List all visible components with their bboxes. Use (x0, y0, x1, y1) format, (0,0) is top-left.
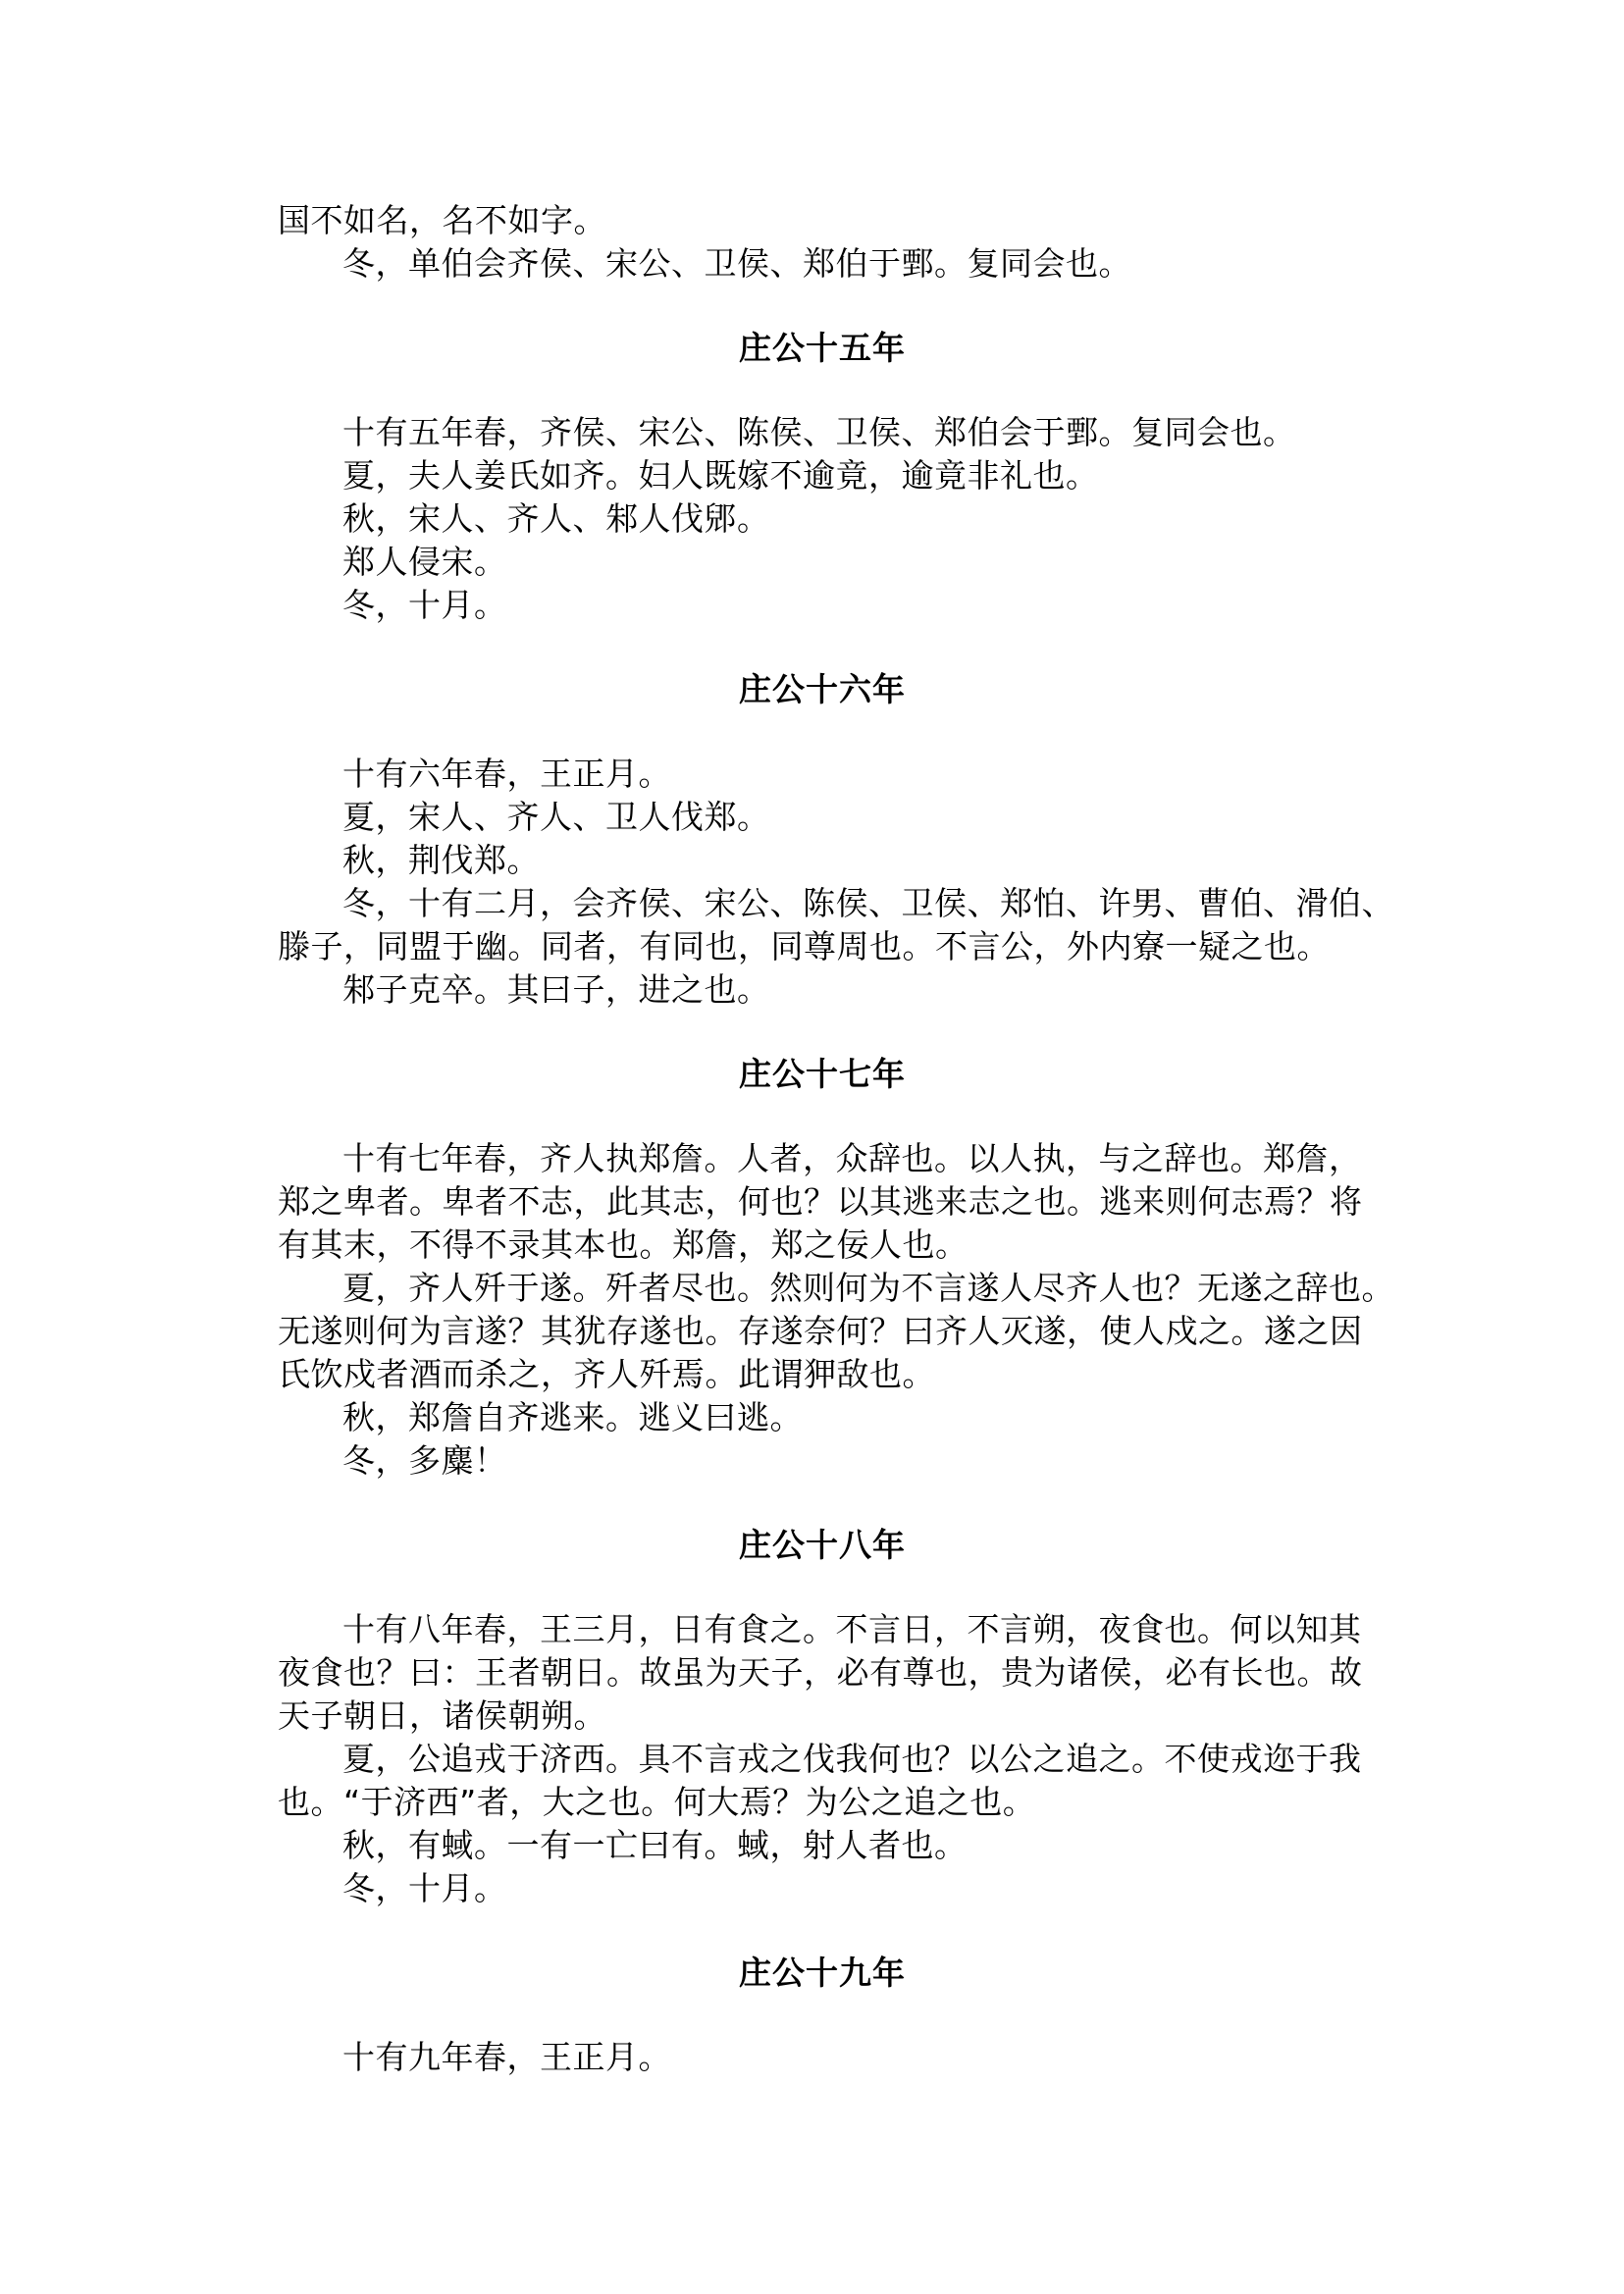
paragraph-line: 夏，齐人歼于遂。歼者尽也。然则何为不言遂人尽齐人也？无遂之辞也。 (342, 1269, 1394, 1307)
paragraph-line: 冬，单伯会齐侯、宋公、卫侯、郑伯于鄄。复同会也。 (342, 244, 1131, 283)
paragraph-line: 冬，十有二月，会齐侯、宋公、陈侯、卫侯、郑怕、许男、曹伯、滑伯、 (342, 884, 1394, 922)
section-heading: 庄公十八年 (739, 1526, 906, 1564)
section-heading: 庄公十五年 (739, 329, 906, 367)
paragraph-line: 十有七年春，齐人执郑詹。人者，众辞也。以人执，与之辞也。郑詹， (342, 1139, 1362, 1177)
section-2 (278, 668, 1394, 1012)
paragraph-line: 秋，荆伐郑。 (342, 841, 540, 879)
paragraph-line: 氏饮戍者酒而杀之，齐人歼焉。此谓狎敌也。 (278, 1355, 935, 1393)
paragraph-line: 有其末，不得不录其本也。郑詹，郑之佞人也。 (278, 1225, 969, 1264)
section-heading: 庄公十六年 (739, 670, 906, 708)
paragraph-line: 秋，郑詹自齐逃来。逃义曰逃。 (342, 1398, 803, 1436)
paragraph-line: 夏，夫人姜氏如齐。妇人既嫁不逾竟，逾竟非礼也。 (342, 456, 1099, 495)
paragraph-line: 天子朝日，诸侯朝朔。 (278, 1696, 606, 1735)
paragraph-line: 国不如名，名不如字。 (278, 201, 606, 239)
paragraph-line: 冬，多麋！ (342, 1441, 507, 1480)
paragraph-line: 无遂则何为言遂？其犹存遂也。存遂奈何？曰齐人灭遂，使人戍之。遂之因 (278, 1312, 1363, 1350)
paragraph-line: 冬，十月。 (342, 1869, 507, 1907)
section-1 (278, 327, 1367, 627)
section-4 (278, 1524, 1367, 1910)
document-page (278, 199, 1394, 2079)
paragraph-line: 秋，有蜮。一有一亡曰有。蜮，射人者也。 (342, 1826, 968, 1864)
paragraph-line: 夜食也？曰：王者朝日。故虽为天子，必有尊也，贵为诸侯，必有长也。故 (278, 1653, 1363, 1692)
paragraph-line: 滕子，同盟于幽。同者，有同也，同尊周也。不言公，外内寮一疑之也。 (278, 927, 1330, 965)
paragraph-line: 十有六年春，王正月。 (342, 755, 671, 793)
section-3 (278, 1053, 1394, 1483)
paragraph-line: 也。“于济西”者，大之也。何大焉？为公之追之也。 (278, 1783, 1036, 1821)
section-heading: 庄公十七年 (739, 1055, 906, 1093)
section-5 (278, 1952, 1367, 2079)
section-heading: 庄公十九年 (739, 1954, 906, 1992)
paragraph-line: 秋，宋人、齐人、邾人伐郳。 (342, 499, 770, 538)
paragraph-line: 夏，宋人、齐人、卫人伐郑。 (342, 798, 770, 836)
paragraph-line: 邾子克卒。其曰子，进之也。 (342, 970, 770, 1009)
paragraph-line: 夏，公追戎于济西。具不言戎之伐我何也？以公之追之。不使戎迩于我 (342, 1740, 1362, 1778)
paragraph-line: 十有九年春，王正月。 (342, 2038, 671, 2076)
paragraph-line: 冬，十月。 (342, 586, 507, 624)
section-0 (278, 199, 1367, 286)
paragraph-line: 十有五年春，齐侯、宋公、陈侯、卫侯、郑伯会于鄄。复同会也。 (342, 413, 1296, 451)
paragraph-line: 十有八年春，王三月，日有食之。不言日，不言朔，夜食也。何以知其 (342, 1610, 1362, 1648)
paragraph-line: 郑人侵宋。 (342, 543, 507, 581)
paragraph-line: 郑之卑者。卑者不志，此其志，何也？以其逃来志之也。逃来则何志焉？将 (278, 1182, 1363, 1221)
